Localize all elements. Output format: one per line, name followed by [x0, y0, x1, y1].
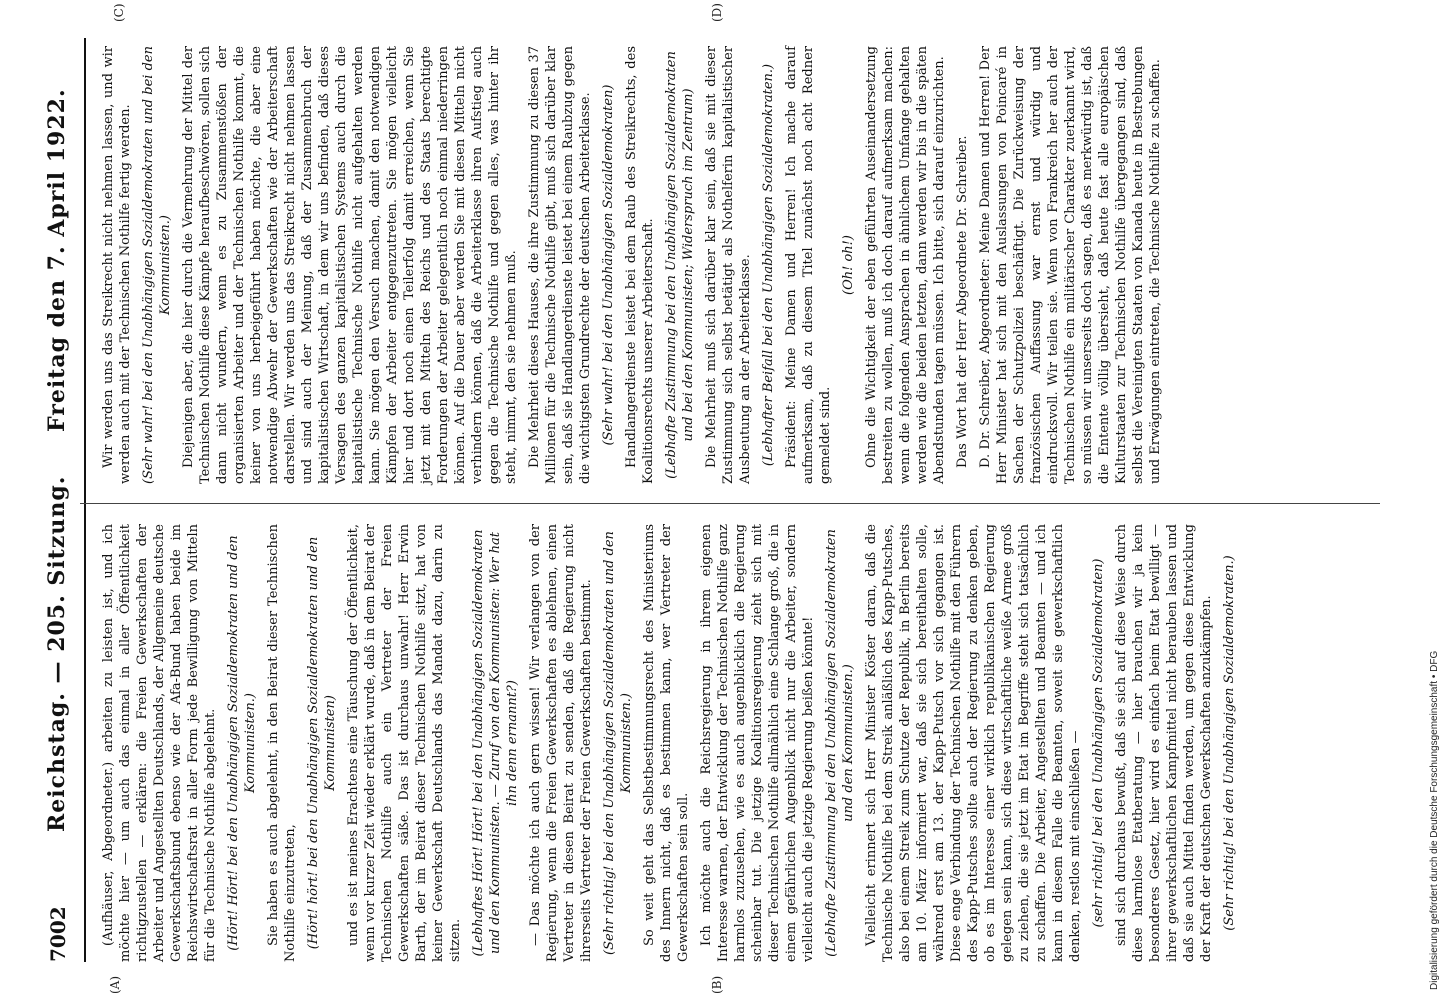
interjection: (Sehr wahr! bei den Unabhängigen Sozialdemokraten und bei den Kommunisten.): [141, 46, 173, 484]
interjection: (Sehr richtig! bei den Unabhängigen Sozialdemokraten und den Kommunisten.): [602, 531, 634, 955]
interjection: (Sehr richtig! bei den Unabhängigen Sozialdemokraten.): [1222, 555, 1237, 931]
running-head-session: Reichstag. — 205. Sitzung.: [44, 475, 70, 832]
paragraph: Die Mehrheit muß sich darüber klar sein, daß sie mit dieser Zustimmung sich selbst betätigt als Nothelferin kapitalistischer Ausbeutung an der Arbeiterklasse.: [704, 46, 753, 484]
margin-marker-a: (A): [108, 975, 122, 994]
margin-marker-c: (C): [112, 3, 126, 22]
paragraph: Diejenigen aber, die hier durch die Vermehrung der Mittel der Technischen Nothilfe diese Kämpfe heraufbeschwören, sollen sich dann nicht wundern, wenn es zu Zusammenstößen der organisierten Arbeiter und der Technischen Nothilfe kommt, die keiner von uns herbeigeführt haben möchte, die aber eine notwendige Abwehr der Gewerkschaften wie der Arbeiterschaft darstellen. Wir werden uns das Streikrecht nicht nehmen lassen und sind auch der Meinung, daß der Zusammenbruch der kapitalistischen Wirtschaft, in dem wir uns befinden, daß dieses Versagen des ganzen kapitalistischen Systems auch durch die kapitalistische Technische Nothilfe nicht aufgehalten werden kann. Sie mögen den Versuch machen, damit den notwendigen Kämpfen der Arbeiter entgegenzutreten. Sie mögen vielleicht hier und dort noch einen Teilerfolg damit erreichen, wenn Sie jetzt mit den Mitteln des Reichs und des Staats berechtigte Forderungen der Arbeiter gelegentlich noch einmal niederringen können. Auf die Dauer aber werden Sie mit diesen Mitteln nicht verhindern können, daß die Arbeiterklasse ihren Aufstieg auch gegen die Technische Nothilfe und gegen alles, was hinter ihr steht, nimmt, den sie nehmen muß.: [181, 46, 519, 484]
page-header: [38, 28, 88, 972]
page-body: [20, 3, 1400, 994]
running-head-date: Freitag den 7. April 1922.: [44, 88, 70, 432]
interjection: (sehr richtig! bei den Unabhängigen Sozialdemokraten): [1091, 558, 1106, 928]
interjection: (Lebhafte Zustimmung bei den Unabhängigen Sozialdemokraten und den Kommunisten.): [824, 529, 856, 957]
header-rule: [84, 38, 86, 962]
paragraph: — Das möchte ich auch gern wissen! Wir verlangen von der Regierung, wenn die Freien Gewerkschaften es ablehnen, einen Vertreter in diesen Beirat zu senden, daß die Regierung nicht ihrerseits Vertreter der Freien Gewerkschaften bestimmt.: [528, 524, 594, 962]
interjection: (Lebhafter Beifall bei den Unabhängigen Sozialdemokraten.): [761, 63, 776, 467]
paragraph: (Aufhäuser, Abgeordneter.) arbeiten zu leisten ist, und ich möchte hier — um auch das einmal in aller Öffentlichkeit richtigzustellen — erklären: die Freien Gewerkschaften der Arbeiter und Angestellten Deutschlands, der Allgemeine deutsche Gewerkschaftsbund ebenso wie der Afa-Bund haben beide im Reichswirtschaftsrat in aller Form jede Bewilligung von Mitteln für die Technische Nothilfe abgelehnt.: [101, 524, 218, 962]
left-column: [100, 524, 1380, 962]
interjection: (Hört! hört! bei den Unabhängigen Sozialdemokraten und den Kommunisten): [306, 536, 338, 950]
interjection: (Hört! Hört! bei den Unabhängigen Sozialdemokraten und den Kommunisten.): [226, 535, 258, 951]
paragraph: D. Dr. Schreiber, Abgeordneter: Meine Damen und Herren! Der Herr Minister hat sich mit den Auslassungen von Poincaré in Sachen der Schutzpolizei beschäftigt. Die Zurückweisung der französischen Auffassung war ernst und würdig und eindrucksvoll. Wir teilen sie. Wenn von Frankreich her auch der Technischen Nothilfe ein militärischer Charakter zuerkannt wird, so müssen wir unserseits doch sagen, daß es merkwürdig ist, daß die Entente völlig übersieht, daß heute fast alle europäischen Kulturstaaten zur Technischen Nothilfe übergegangen sind, daß selbst die Vereinigten Staaten von Kanada heute in Bestrebungen und Erwägungen eintreten, die Technische Nothilfe zu schaffen.: [978, 46, 1163, 484]
digitization-note: [1411, 0, 1440, 1000]
digitization-note-text: Digitalisierung gefördert durch die Deutsche Forschungsgemeinschaft • DFG: [1429, 650, 1440, 990]
paragraph: Ich möchte auch die Reichsregierung in ihrem eigenen Interesse warnen, der Entwicklung der Technischen Nothilfe ganz harmlos zuzusehen, wie es auch augenblicklich die Regierung scheinbar tut. Die jetzige Koalitionsregierung zieht sich mit dieser Technischen Nothilfe allmählich eine Schlange groß, die in einem gefährlichen Augenblick nicht nur die Arbeiter, sondern vielleicht auch die jetzige Regierung beißen könnte!: [699, 523, 816, 962]
paragraph: Die Mehrheit dieses Hauses, die ihre Zustimmung zu diesen 37 Millionen für die Technische Nothilfe gibt, muß sich darüber klar sein, daß sie Handlangerdienste leistet bei einem Raubzug gegen die wichtigsten Grundrechte der deutschen Arbeiterklasse.: [527, 46, 593, 484]
interjection: (Lebhafte Zustimmung bei den Unabhängigen Sozialdemokraten und bei den Kommunisten; Widerspruch im Zentrum): [664, 51, 696, 479]
interjection: (Lebhaftes Hört! Hört! bei den Unabhängigen Sozialdemokraten und den Kommunisten. — Zuruf von den Kommunisten: Wer hat ihn denn ernannt?): [471, 529, 520, 957]
paragraph: So weit geht das Selbstbestimmungsrecht des Ministeriums des Innern nicht, daß es bestimmen kann, wer Vertreter der Gewerkschaften sein soll.: [642, 524, 691, 962]
right-column: [100, 46, 1380, 484]
paragraph: Vielleicht erinnert sich Herr Minister Köster daran, daß die Technische Nothilfe bei dem Streik anläßlich des Kapp-Putsches, also bei einem Streik zum Schutze der Republik, in Berlin bereits am 10. März informiert war, daß sie sich bereithalten solle, während erst am 13. der Kapp-Putsch vor sich gegangen ist. Diese enge Verbindung der Technischen Nothilfe mit den Führern des Kapp-Putsches sollte auch der Regierung zu denken geben, ob es im Interesse einer wirklich republikanischen Regierung gelegen sein kann, sich diese wirtschaftliche weiße Armee groß zu ziehen, die sie jetzt im Etat im Begriffe steht sich tatsächlich zu schaffen. Die Arbeiter, Angestellten und Beamten — und ich kann in diesem Falle die Beamten, soweit sie gewerkschaftlich denken, restlos mit einschließen —: [864, 524, 1083, 962]
margin-marker-d: (D): [710, 3, 724, 22]
page-number: 7002: [46, 906, 70, 962]
interjection: (Sehr wahr! bei den Unabhängigen Sozialdemokraten): [601, 84, 616, 446]
paragraph: Präsident: Meine Damen und Herren! Ich mache darauf aufmerksam, daß zu diesem Titel zunächst noch acht Redner gemeldet sind.: [784, 46, 833, 484]
paragraph: Ohne die Wichtigkeit der eben geführten Auseinandersetzung bestreiten zu wollen, muß ich doch darauf aufmerksam machen: wenn die folgenden Ansprachen in ähnlichem Umfange gehalten werden wie die beiden letzten, dann werden wir bis in die späten Abendstunden tagen müssen. Ich bitte, sich darauf einzurichten.: [864, 46, 947, 484]
paragraph: und es ist meines Erachtens eine Täuschung der Öffentlichkeit, wenn vor kurzer Zeit wieder erklärt wurde, daß in dem Beirat der Technischen Nothilfe auch ein Vertreter der Freien Gewerkschaften säße. Das ist durchaus unwahr! Herr Erwin Barth, der im Beirat dieser Technischen Nothilfe sitzt, hat von keiner Gewerkschaft Deutschlands das Mandat dazu, darin zu sitzen.: [346, 524, 463, 962]
interjection: (Oh! oh!): [841, 235, 856, 295]
margin-marker-b: (B): [710, 975, 724, 994]
paragraph: Wir werden uns das Streikrecht nicht nehmen lassen, und wir werden auch mit der Technischen Nothilfe fertig werden.: [101, 46, 133, 484]
paragraph: Sie haben es auch abgelehnt, in den Beirat dieser Technischen Nothilfe einzutreten,: [266, 524, 298, 962]
paragraph: sind sich durchaus bewußt, daß sie sich auf diese Weise durch diese harmlose Etatberatung — hier brauchen wir ja kein besonderes Gesetz, hier wird es einfach beim Etat bewilligt — ihrer gewerkschaftlichen Kampfmittel nicht berauben lassen und daß sie auch Mittel finden werden, um gegen diese Entwicklung der Kraft der deutschen Gewerkschaften anzukämpfen.: [1114, 524, 1214, 962]
column-divider: [80, 503, 1380, 504]
paragraph: Handlangerdienste leistet bei dem Raub des Streikrechts, des Koalitionsrechts unserer Arbeiterschaft.: [624, 46, 656, 484]
paragraph: Das Wort hat der Herr Abgeordnete Dr. Schreiber.: [955, 135, 970, 468]
